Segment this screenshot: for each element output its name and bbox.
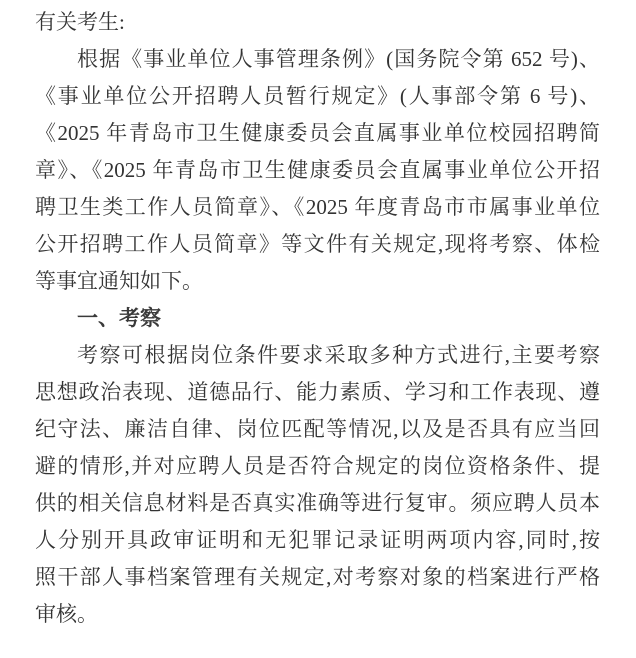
salutation: 有关考生: — [35, 10, 125, 34]
paragraph1-line: 《2025 年青岛市卫生健康委员会直属事业单位校园招聘简 — [35, 121, 600, 145]
paragraph1-line: 等事宜通知如下。 — [35, 269, 203, 293]
paragraph1-line: 《事业单位公开招聘人员暂行规定》(人事部令第 6 号)、 — [35, 84, 600, 108]
paragraph1-line: 公开招聘工作人员简章》等文件有关规定,现将考察、体检 — [35, 232, 600, 256]
paragraph1-line: 聘卫生类工作人员简章》、《2025 年度青岛市市属事业单位 — [35, 195, 600, 219]
paragraph1-line: 根据《事业单位人事管理条例》(国务院令第 652 号)、 — [77, 47, 600, 71]
section-heading: 一、考察 — [77, 307, 161, 330]
paragraph2-line: 人分别开具政审证明和无犯罪记录证明两项内容,同时,按 — [35, 528, 600, 552]
paragraph2-line: 考察可根据岗位条件要求采取多种方式进行,主要考察 — [77, 343, 600, 367]
paragraph1-line: 章》、《2025 年青岛市卫生健康委员会直属事业单位公开招 — [35, 158, 600, 182]
paragraph2-line: 供的相关信息材料是否真实准确等进行复审。须应聘人员本 — [35, 491, 600, 515]
paragraph2-line: 审核。 — [35, 602, 98, 626]
paragraph2-line: 照干部人事档案管理有关规定,对考察对象的档案进行严格 — [35, 565, 600, 589]
paragraph2-line: 避的情形,并对应聘人员是否符合规定的岗位资格条件、提 — [35, 454, 600, 478]
paragraph2-line: 纪守法、廉洁自律、岗位匹配等情况,以及是否具有应当回 — [35, 417, 600, 441]
paragraph2-line: 思想政治表现、道德品行、能力素质、学习和工作表现、遵 — [35, 380, 600, 404]
